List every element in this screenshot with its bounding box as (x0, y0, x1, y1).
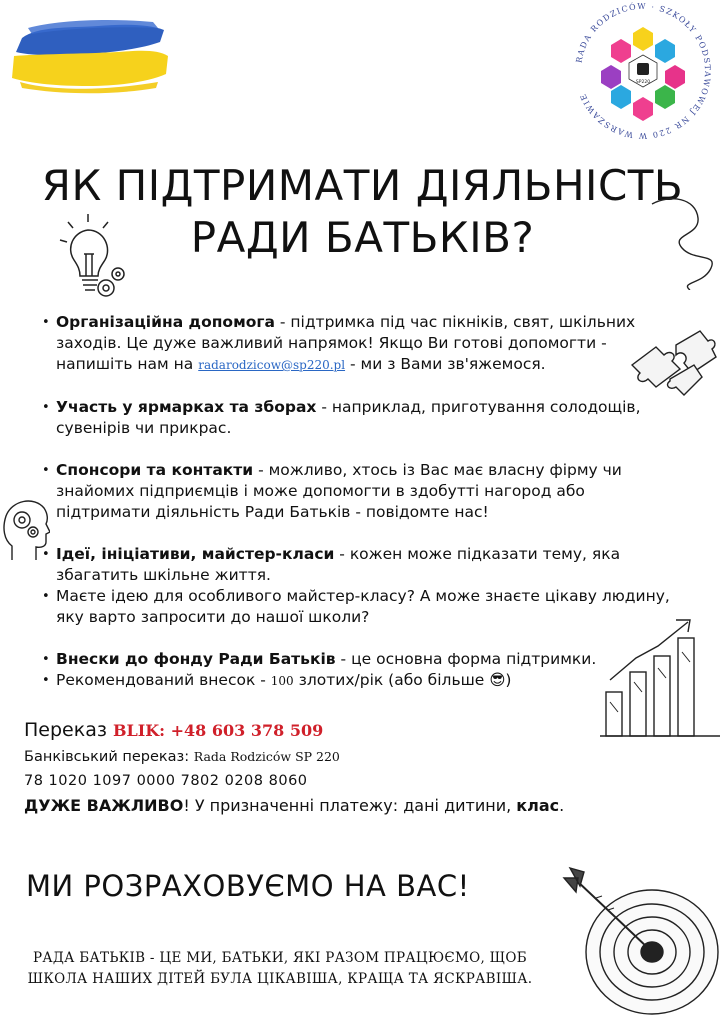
masterclass-text: Маєте ідею для особливого майстер-класу? А може знаєте цікаву людину, яку варто запросити до нашої школи? (56, 587, 670, 626)
fairs-text: - наприклад, приготування солодощів, сувенірів чи прикрас. (56, 398, 641, 437)
ideas-heading: Ідеї, ініціативи, майстер-класи (56, 545, 335, 563)
slogan: МИ РОЗРАХОВУЄМО НА ВАС! (26, 869, 470, 903)
blik-number: BLIK: +48 603 378 509 (113, 721, 324, 740)
ideas-text: - кожен може підказати тему, яка збагатить шкільне життя. (56, 545, 621, 584)
email-link[interactable]: radarodzicow@sp220.pl (198, 358, 346, 372)
bank-name: Rada Rodziców SP 220 (193, 749, 340, 764)
list-item-recommended (40, 670, 680, 692)
list-item-fund (40, 649, 680, 670)
organization-heading: Організаційна допомога (56, 313, 275, 331)
title-line-2: РАДИ БАТЬКІВ? (190, 213, 535, 262)
list-item-sponsors (40, 460, 680, 523)
important-text: ! У призначенні платежу: дані дитини, (183, 796, 517, 815)
transfer-line (24, 716, 684, 745)
list-item-fairs (40, 397, 680, 439)
important-note (24, 793, 684, 819)
fairs-heading: Участь у ярмарках та зборах (56, 398, 317, 416)
recommended-text: Рекомендований внесок - (56, 671, 271, 689)
payment-info (24, 716, 684, 819)
svg-text:RADA RODZICÓW · SZKOŁY PODSTAW: RADA RODZICÓW · SZKOŁY PODSTAWOWEJ NR 220 W WARSZAWIE (574, 2, 713, 140)
ukraine-flag-icon (8, 12, 170, 94)
recommended-amount: 100 (270, 674, 294, 688)
dart-target-icon (556, 848, 725, 1018)
support-list (40, 312, 680, 692)
fund-heading: Внески до фонду Ради Батьків (56, 650, 336, 668)
curl-doodle-icon (650, 190, 725, 290)
important-end: . (559, 796, 565, 815)
fund-text: - це основна форма підтримки. (335, 650, 597, 668)
organization-text: - підтримка під час пікніків, свят, шкільних заходів. Це дуже важливий напрямок! Якщо Ви готові допомогти - напишіть нам на (56, 313, 636, 373)
sponsors-heading: Спонсори та контакти (56, 461, 254, 479)
bank-label: Банківський переказ: (24, 749, 194, 765)
important-bold: клас (516, 796, 560, 815)
footer-text (0, 948, 560, 990)
footer-line-1: РАДА БАТЬКІВ - ЦЕ МИ, БАТЬКИ, ЯКІ РАЗОМ ПРАЦЮЄМО, ЩОБ (33, 950, 527, 966)
svg-text:SP220: SP220 (635, 80, 651, 85)
list-item-ideas (40, 544, 680, 586)
recommended-text-3: ) (505, 671, 512, 689)
organization-text-end: - ми з Вами зв'яжемося. (345, 355, 546, 373)
list-item-organization (40, 312, 680, 376)
sponsors-text: - можливо, хтось із Вас має власну фірму чи знайомих підприємців і може допомогти в здобутті нагород або підтримати діяльність Ради Батьків - повідомте нас! (56, 461, 622, 521)
head-gears-icon (2, 492, 50, 564)
recommended-text-2: злотих/рік (або більше (293, 671, 490, 689)
iban: 78 1020 1097 0000 7802 0208 8060 (24, 773, 308, 789)
school-logo-icon (568, 2, 718, 140)
bank-line (24, 745, 684, 769)
sunglasses-emoji: 😎 (489, 671, 506, 689)
title-line-1: ЯК ПІДТРИМАТИ ДІЯЛЬНІСТЬ (41, 161, 684, 210)
important-label: ДУЖЕ ВАЖЛИВО (24, 796, 184, 815)
footer-line-2: ШКОЛА НАШИХ ДІТЕЙ БУЛА ЦІКАВІША, КРАЩА ТА ЯСКРАВІША. (27, 971, 533, 987)
transfer-label: Переказ (24, 719, 113, 741)
list-item-masterclass (40, 586, 680, 628)
lightbulb-icon (58, 210, 128, 305)
